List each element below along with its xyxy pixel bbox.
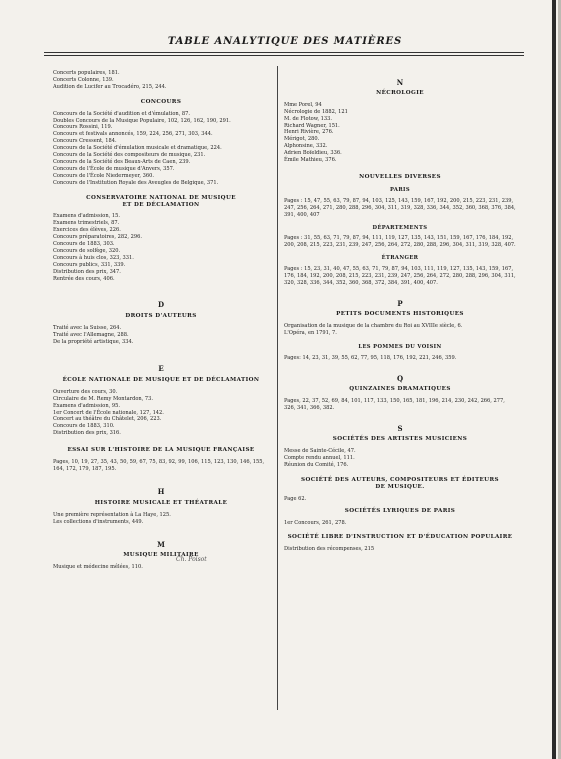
section-heading-droits: DROITS D'AUTEURS	[125, 313, 197, 320]
index-entry: Rentrée des cours, 406.	[53, 275, 115, 282]
index-entry: 1er Concert de l'École nationale, 127, 142.	[53, 409, 164, 416]
index-entry: M. de Flotow, 133.	[284, 115, 333, 122]
index-entry: L'Opéra, en 1791, 7.	[284, 329, 337, 336]
index-entry: Concours de solfège, 320.	[53, 247, 121, 254]
letter-heading-s: S	[397, 423, 403, 433]
letter-heading-p: P	[397, 298, 403, 308]
heading-line: SOCIÉTÉ DES AUTEURS, COMPOSITEURS ET ÉDITEURS	[301, 477, 499, 484]
handwritten-note: Ch. Poisot	[176, 556, 207, 563]
section-heading-auteurs	[284, 477, 516, 491]
index-entry: Concours de 1883, 303.	[53, 241, 115, 248]
index-entry: Concours de l'Institution Royale des Aveugles de Belgique, 371.	[53, 179, 219, 186]
letter-heading-e: E	[158, 364, 164, 373]
index-entry: Pages : 15, 23, 31, 40, 47, 55, 63, 71, 79, 87, 94, 103, 111, 119, 127, 135, 143, 159, 167, 176, 184, 192, 200, 208, 215, 223, 231, 239, 247, 256, 264, 272, 280, 288, 296, 304, 311, 320, 328, 336, 344, 352, 360, 368, 372, 384, 391, 400, 407.	[284, 266, 516, 286]
left-column	[53, 70, 269, 571]
index-entry: Pages, 10, 19, 27, 35, 43, 50, 59, 67, 75, 83, 92, 99, 106, 115, 123, 130, 146, 155, 164, 172, 179, 187, 195.	[53, 459, 265, 472]
subsection-heading-pommes: LES POMMES DU VOISIN	[358, 344, 442, 351]
heading-line: CONSERVATOIRE NATIONAL DE MUSIQUE	[86, 194, 236, 201]
index-entry: Nécrologie de 1882, 121	[284, 108, 348, 115]
index-entry: Traité avec l'Allemagne, 288.	[53, 332, 129, 339]
heading-line: ET DE DÉCLAMATION	[122, 201, 200, 208]
index-entry: Messe de Sainte-Cécile, 47.	[284, 447, 356, 454]
letter-heading-d: D	[157, 300, 165, 310]
section-heading-histoire: HISTOIRE MUSICALE ET THÉATRALE	[94, 499, 228, 506]
index-entry: Richard Wagner, 151.	[284, 122, 340, 129]
section-heading-quinzaines: QUINZAINES DRAMATIQUES	[349, 386, 451, 393]
index-entry: Concours de la Société d'émulation musicale et dramatique, 224.	[53, 145, 222, 152]
index-entry: Réunion du Comité, 176.	[284, 461, 349, 468]
index-entry: Adrien Boïeldieu, 336.	[284, 150, 342, 157]
index-entry: 1er Concours, 261, 278.	[284, 520, 347, 527]
index-entry: Concours publics, 331, 339.	[53, 261, 126, 268]
letter-heading-q: Q	[396, 374, 404, 384]
section-heading-ecole: ÉCOLE NATIONALE DE MUSIQUE ET DE DÉCLAMATION	[62, 376, 260, 383]
index-entry: Mérigot, 280.	[284, 136, 320, 143]
index-entry: Pages: 14, 23, 31, 39, 55, 62, 77, 95, 118, 176, 192, 221, 246, 359.	[284, 355, 457, 362]
section-heading-necrologie: NÉCROLOGIE	[376, 89, 424, 96]
subsection-heading-paris: PARIS	[389, 186, 411, 193]
subsection-heading-departements: DÉPARTEMENTS	[372, 224, 428, 231]
index-entry: Pages : 31, 55, 63, 71, 79, 87, 94, 111, 119, 127, 135, 143, 151, 159, 167, 176, 184, 192, 200, 208, 215, 223, 231, 239, 247, 256, 264, 272, 280, 288, 296, 304, 311, 319, 328, 407.	[284, 235, 516, 249]
heading-line: DE MUSIQUE.	[375, 484, 425, 491]
letter-heading-m: M	[157, 539, 165, 549]
index-entry: Concerts Colonne, 139.	[53, 76, 114, 83]
page-header: TABLE ANALYTIQUE DES MATIÈRES	[167, 36, 403, 47]
index-entry: Concours de l'École Niedermeyer, 360.	[53, 172, 154, 179]
index-entry: Pages, 22, 37, 52, 69, 84, 101, 117, 133, 150, 165, 181, 196, 214, 230, 242, 266, 277, 326, 341, 366, 382.	[284, 398, 505, 411]
index-entry: Ouverture des cours, 30.	[53, 388, 118, 395]
index-entry: Henri Rivière, 276.	[284, 129, 334, 136]
column-separator	[277, 66, 278, 710]
section-heading-artistes: SOCIÉTÉS DES ARTISTES MUSICIENS	[332, 435, 468, 442]
index-entry: Concours de 1883, 310.	[53, 423, 115, 430]
index-entry: Distribution des prix, 316.	[53, 430, 121, 437]
section-heading-lyriques: SOCIÉTÉS LYRIQUES DE PARIS	[344, 508, 456, 515]
page-edge	[552, 0, 556, 759]
section-heading-concours: CONCOURS	[140, 98, 182, 105]
index-entry: Distribution des prix, 347.	[53, 268, 121, 275]
index-entry: Examens d'admission, 15.	[53, 213, 120, 220]
header-rule-double	[44, 55, 524, 56]
index-entry: Émile Mathieu, 376.	[284, 157, 337, 164]
index-entry: Une première représentation à La Haye, 125.	[53, 511, 171, 518]
index-entry: De la propriété artistique, 334.	[53, 339, 134, 346]
index-entry: Exercices des élèves, 226.	[53, 227, 121, 234]
index-entry: Compte rendu annuel, 111.	[284, 454, 355, 461]
index-entry: Concours préparatoires, 282, 296.	[53, 234, 142, 241]
section-heading-militaire: MUSIQUE MILITAIRE	[123, 552, 199, 559]
index-entry: Concours Cressent, 184.	[53, 138, 117, 145]
section-heading-petits-documents: PETITS DOCUMENTS HISTORIQUES	[336, 310, 464, 317]
index-entry: Concours de la Société des Beaux-Arts de Caen, 239.	[53, 158, 191, 165]
index-entry: Traité avec la Suisse, 264.	[53, 325, 122, 332]
index-entry: Examens d'admission, 95.	[53, 402, 120, 409]
index-entry: Organisation de la musique de la chambre du Roi au XVIIIe siècle, 6.	[284, 322, 463, 329]
section-heading-conservatoire	[53, 195, 269, 209]
index-entry: Concours Rossini, 119.	[53, 124, 113, 131]
section-heading-libre: SOCIÉTÉ LIBRE D'INSTRUCTION ET D'ÉDUCATION POPULAIRE	[287, 533, 513, 540]
index-entry: Musique et médecine mêlées, 110.	[53, 564, 143, 571]
section-heading-nouvelles: NOUVELLES DIVERSES	[359, 173, 441, 180]
index-entry: Les collections d'instruments, 449.	[53, 518, 144, 525]
header-rule	[44, 52, 524, 53]
index-entry: Concert au théâtre du Châtelet, 206, 223.	[53, 416, 162, 423]
index-entry: Doubles Concours de la Musique Populaire, 102, 126, 162, 190, 291.	[53, 117, 231, 124]
index-entry: Concours de l'École de musique d'Anvers, 357.	[53, 165, 175, 172]
index-entry: Distribution des récompenses, 215	[284, 545, 375, 552]
index-entry: Concours de la Société des compositeurs de musique, 231.	[53, 152, 206, 159]
index-entry: Alphonsine, 332.	[284, 143, 328, 150]
letter-heading-h: H	[157, 486, 165, 496]
index-entry: Concours et festivals annoncés, 159, 224, 256, 271, 303, 344.	[53, 131, 213, 138]
index-entry: Concerts populaires, 181.	[53, 70, 120, 76]
subsection-heading-etranger: ÉTRANGER	[381, 255, 419, 262]
index-entry: Examens trimestriels, 87.	[53, 220, 120, 227]
index-entry: Circulaire de M. Remy Montardon, 73.	[53, 395, 154, 402]
letter-heading-n: N	[396, 78, 404, 87]
index-entry: Concours à huis clos, 323, 331.	[53, 254, 134, 261]
section-heading-essai: ESSAI SUR L'HISTOIRE DE LA MUSIQUE FRANÇAISE	[67, 447, 255, 454]
right-column	[284, 70, 516, 553]
index-entry: Mme Porel, 94	[284, 101, 322, 108]
index-entry: Audition de Lucifer au Trocadéro, 215, 244.	[53, 83, 167, 90]
index-entry: Page 62.	[284, 496, 307, 503]
index-entry: Concours de la Société d'audition et d'émulation, 87.	[53, 110, 191, 117]
index-entry: Pages : 15, 47, 55, 63, 79, 87, 94, 103, 125, 143, 159, 167, 192, 200, 215, 223, 231, 239, 247, 256, 264, 271, 280, 288, 296, 304, 311, 319, 328, 336, 344, 352, 360, 368, 376, 384, 391, 400, 407	[284, 197, 516, 218]
